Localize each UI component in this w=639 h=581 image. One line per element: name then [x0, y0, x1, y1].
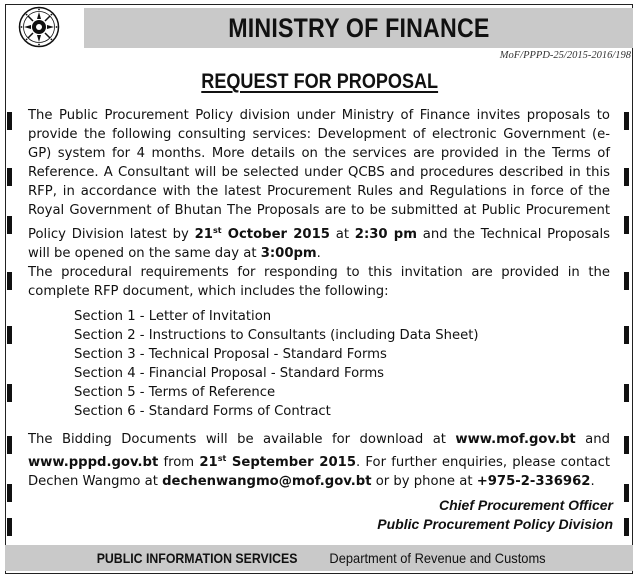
availability-text: from [158, 455, 200, 471]
availability-text: The Bidding Documents will be available for download at [28, 432, 456, 447]
margin-marker [7, 484, 12, 502]
deadline-month-year: October 2015 [221, 226, 330, 242]
margin-marker [624, 168, 629, 186]
margin-marker [624, 216, 629, 234]
list-item: Section 1 - Letter of Invitation [74, 309, 272, 324]
ministry-title: MINISTRY OF FINANCE [227, 12, 490, 43]
pppd-website-link[interactable]: www.pppd.gov.bt [28, 455, 159, 471]
government-emblem-icon [18, 6, 60, 48]
notice-title-text: REQUEST FOR PROPOSAL [201, 70, 438, 93]
footer-label: PUBLIC INFORMATION SERVICES [97, 550, 298, 566]
reference-number: MoF/PPPD-25/2015-2016/198 [499, 50, 631, 61]
margin-marker [624, 484, 629, 502]
margin-marker [624, 326, 629, 344]
availability-date [199, 455, 356, 470]
list-item: Section 2 - Instructions to Consultants (including Data Sheet) [74, 328, 479, 344]
footer-band [5, 545, 633, 571]
header-band [84, 8, 633, 48]
section-list [74, 307, 479, 422]
intro-text: . [316, 245, 321, 261]
margin-marker [7, 168, 12, 186]
requirements-paragraph: The procedural requirements for responding to this invitation are provided in the complete RFP document, which includes the following: [28, 265, 610, 300]
signoff-division: Public Procurement Policy Division [377, 516, 613, 532]
deadline-date [195, 227, 330, 242]
list-item: Section 4 - Financial Proposal - Standard Forms [74, 366, 385, 382]
mof-website-link[interactable]: www.mof.gov.bt [455, 432, 576, 447]
margin-marker [7, 384, 12, 402]
signoff-title: Chief Procurement Officer [438, 497, 613, 513]
contact-email-link[interactable]: dechenwangmo@mof.gov.bt [162, 474, 372, 490]
margin-marker [7, 436, 12, 454]
list-item: Section 3 - Technical Proposal - Standard Forms [74, 347, 387, 363]
deadline-day-suffix: st [212, 225, 222, 235]
footer-department: Department of Revenue and Customs [328, 550, 546, 566]
availability-paragraph [28, 430, 610, 491]
margin-marker [7, 326, 12, 344]
contact-phone: +975-2-336962 [476, 474, 591, 490]
margin-marker [624, 384, 629, 402]
list-item: Section 6 - Standard Forms of Contract [74, 404, 331, 420]
availability-month-year: September 2015 [226, 455, 356, 471]
intro-text: The Public Procurement Policy division under Ministry of Finance invites proposals to provide the following consulting services: Development of electronic Government (e-GP) system for 4 months. More details on the services are provided in the Terms of Reference. A Consultant will be selected under QCBS and procedures described in this RFP, in accordance with the latest Procurement Rules and Regulations in force of the Royal Government of Bhutan The Proposals are to be submitted at Public Procurement Policy Division latest by [28, 108, 610, 242]
margin-marker [624, 436, 629, 454]
deadline-day: 21 [194, 226, 213, 242]
list-item: Section 5 - Terms of Reference [74, 385, 276, 401]
availability-text: or by phone at [371, 474, 477, 490]
intro-text: and the Technical Proposals will be opened on the same day at [28, 226, 610, 261]
availability-text: . [590, 474, 595, 490]
intro-text: at [329, 226, 355, 242]
availability-day: 21 [199, 455, 218, 471]
margin-marker [7, 216, 12, 234]
deadline-time: 2:30 pm [354, 226, 417, 242]
availability-text: . For further enquiries, please contact Dechen Wangmo at [28, 455, 610, 490]
margin-marker [624, 112, 629, 130]
margin-marker [624, 272, 629, 290]
margin-marker [624, 518, 629, 536]
notice-title [0, 70, 639, 94]
intro-paragraph [28, 106, 610, 263]
margin-marker [7, 112, 12, 130]
signoff-block [377, 496, 613, 534]
opening-time: 3:00pm [260, 245, 317, 261]
availability-day-suffix: st [217, 454, 227, 464]
margin-marker [7, 272, 12, 290]
margin-marker [7, 518, 12, 536]
availability-text: and [575, 432, 610, 447]
